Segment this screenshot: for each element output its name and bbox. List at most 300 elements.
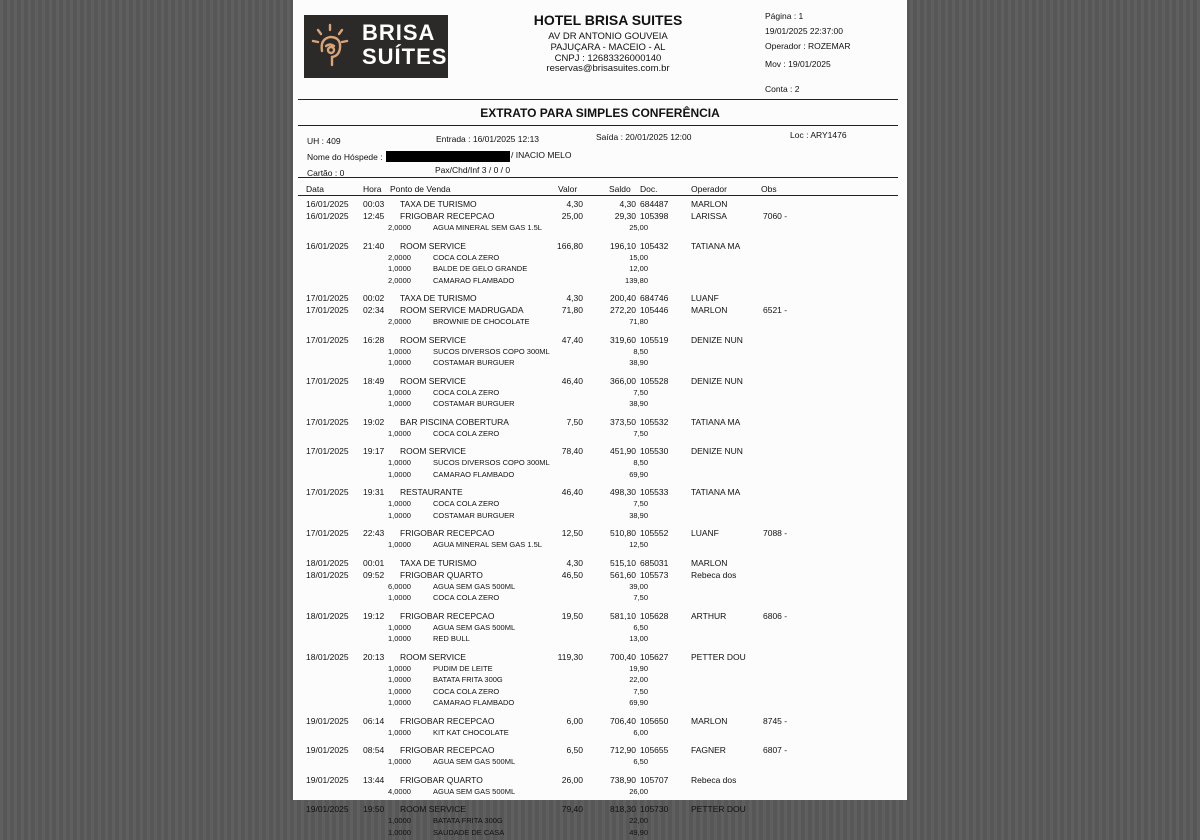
item-valor: 71,80 [629,317,648,326]
entry-date: 17/01/2025 [306,446,349,456]
hotel-logo [304,15,448,78]
entry-date: 16/01/2025 [306,199,349,209]
table-subrow [293,675,907,687]
entry-doc: 684487 [640,199,669,209]
entry-hora: 00:03 [363,199,385,209]
entry-valor: 6,00 [566,715,583,726]
entry-operador: DENIZE NUN [691,375,743,386]
item-qty: 1,0000 [388,428,411,438]
table-subrow [293,276,907,288]
item-desc: COCA COLA ZERO [433,428,500,438]
item-desc: SUCOS DIVERSOS COPO 300ML [433,458,550,467]
item-valor: 69,90 [629,469,648,479]
card: Cartão : 0 [307,168,345,178]
table-subrow [293,458,907,470]
item-qty: 6,0000 [388,581,411,591]
item-qty: 2,0000 [388,252,411,262]
entry-ponto-venda: FRIGOBAR RECEPCAO [400,715,495,726]
table-row [293,804,907,816]
item-qty: 1,0000 [388,622,411,632]
entry-hora: 00:02 [363,293,385,303]
entry-doc: 105552 [640,528,669,538]
entry-saldo: 200,40 [610,293,636,303]
item-desc: COCA COLA ZERO [433,499,500,508]
table-subrow [293,582,907,594]
table-row [293,528,907,540]
entry-saldo: 818,30 [610,804,636,814]
entry-obs: 7088 - [763,528,788,538]
entry-hora: 21:40 [363,240,385,251]
hotel-city: PAJUÇARA - MACEIO - AL [550,42,666,53]
entry-doc: 105446 [640,305,669,315]
entry-hora: 19:12 [363,610,385,621]
item-desc: SAUDADE DE CASA [433,827,505,837]
entry-doc: 105519 [640,334,669,345]
item-valor: 12,00 [629,264,648,273]
table-subrow [293,687,907,699]
item-qty: 1,0000 [388,499,411,508]
entry-doc: 105650 [640,715,669,726]
table-subrow [293,511,907,523]
entry-hora: 06:14 [363,715,385,726]
entry-doc: 105532 [640,416,669,427]
entry-date: 18/01/2025 [306,651,349,662]
item-desc: AGUA SEM GAS 500ML [433,786,516,796]
col-doc: Doc. [640,184,658,194]
entry-hora: 09:52 [363,569,385,580]
item-desc: COCA COLA ZERO [433,593,500,602]
table-row [293,716,907,728]
entry-doc: 685031 [640,557,669,568]
check-in: Entrada : 16/01/2025 12:13 [436,134,540,144]
entry-date: 18/01/2025 [306,610,349,621]
divider [298,195,898,196]
entry-operador: MARLON [691,715,728,726]
table-subrow [293,388,907,400]
table-subrow [293,347,907,359]
operator: Operador : ROZEMAR [765,41,851,51]
entry-valor: 166,80 [557,240,583,251]
item-valor: 39,00 [629,581,648,591]
entry-doc: 105627 [640,651,669,662]
page-number: Página : 1 [765,11,804,21]
entry-date: 19/01/2025 [306,774,349,785]
col-hora: Hora [363,184,382,194]
table-subrow [293,757,907,769]
entry-hora: 12:45 [363,211,385,221]
account-number: Conta : 2 [765,84,800,94]
table-subrow [293,317,907,329]
table-subrow [293,698,907,710]
entry-doc: 105628 [640,610,669,621]
table-subrow [293,429,907,441]
table-subrow [293,634,907,646]
col-ponto-venda: Ponto de Venda [390,184,451,194]
item-qty: 1,0000 [388,540,411,549]
hotel-cnpj: CNPJ : 12683326000140 [554,53,662,64]
entry-valor: 4,30 [566,199,583,209]
item-qty: 1,0000 [388,358,411,367]
entry-hora: 13:44 [363,774,385,785]
logo-text [362,21,447,69]
entry-valor: 12,50 [561,528,583,538]
table-subrow [293,593,907,605]
item-valor: 12,50 [629,540,648,549]
entry-saldo: 366,00 [610,375,636,386]
item-qty: 2,0000 [388,317,411,326]
entry-hora: 22:43 [363,528,385,538]
item-valor: 38,90 [629,510,648,520]
item-valor: 26,00 [629,786,648,796]
item-qty: 1,0000 [388,698,411,707]
mov-date: Mov : 19/01/2025 [765,59,831,69]
item-desc: BATATA FRITA 300G [433,816,503,825]
entry-doc: 684746 [640,293,669,303]
item-valor: 6,00 [633,727,648,737]
col-obs: Obs [761,184,777,194]
item-valor: 13,00 [629,634,648,643]
item-qty: 1,0000 [388,634,411,643]
item-desc: COSTAMAR BURGUER [433,358,515,367]
item-desc: CAMARAO FLAMBADO [433,469,515,479]
entry-saldo: 700,40 [610,651,636,662]
item-valor: 6,50 [633,622,648,632]
entry-saldo: 738,90 [610,774,636,785]
entry-saldo: 498,30 [610,487,636,497]
item-desc: BALDE DE GELO GRANDE [433,264,528,273]
entry-valor: 26,00 [561,774,583,785]
item-qty: 1,0000 [388,399,411,408]
item-qty: 1,0000 [388,686,411,696]
entry-ponto-venda: FRIGOBAR RECEPCAO [400,610,495,621]
entry-saldo: 272,20 [610,305,636,315]
item-qty: 1,0000 [388,663,411,673]
item-qty: 1,0000 [388,727,411,737]
divider [298,125,898,126]
table-row [293,211,907,223]
entry-hora: 19:02 [363,416,385,427]
entry-saldo: 515,10 [610,557,636,568]
item-valor: 25,00 [629,223,648,232]
item-desc: CAMARAO FLAMBADO [433,275,515,285]
item-desc: AGUA MINERAL SEM GAS 1.5L [433,540,542,549]
entry-ponto-venda: FRIGOBAR RECEPCAO [400,528,495,538]
room-number: UH : 409 [307,136,341,146]
entry-operador: ARTHUR [691,610,727,621]
entry-date: 16/01/2025 [306,211,349,221]
entry-saldo: 581,10 [610,610,636,621]
table-subrow [293,470,907,482]
entry-hora: 19:31 [363,487,385,497]
hotel-name: HOTEL BRISA SUITES [533,12,683,28]
item-desc: COSTAMAR BURGUER [433,399,515,408]
entry-operador: PETTER DOU [691,651,746,662]
item-desc: BATATA FRITA 300G [433,675,503,684]
table-row [293,745,907,757]
item-qty: 1,0000 [388,675,411,684]
entry-ponto-venda: TAXA DE TURISMO [400,293,477,303]
entry-hora: 19:50 [363,804,385,814]
entry-valor: 25,00 [561,211,583,221]
entry-date: 17/01/2025 [306,293,349,303]
entry-obs: 8745 - [763,715,788,726]
entry-date: 16/01/2025 [306,240,349,251]
entry-operador: TATIANA MA [691,240,741,251]
item-qty: 2,0000 [388,223,411,232]
item-qty: 1,0000 [388,469,411,479]
item-qty: 1,0000 [388,264,411,273]
table-row [293,558,907,570]
item-valor: 139,80 [625,275,648,285]
entry-valor: 46,40 [561,487,583,497]
entry-doc: 105573 [640,569,669,580]
entry-hora: 08:54 [363,745,385,755]
entry-date: 17/01/2025 [306,528,349,538]
guest-name: / INACIO MELO [511,150,572,160]
table-row [293,335,907,347]
table-row [293,305,907,317]
col-operador: Operador [691,184,727,194]
table-row [293,570,907,582]
entry-doc: 105530 [640,446,669,456]
entry-saldo: 451,90 [610,446,636,456]
entry-valor: 7,50 [566,416,583,427]
table-subrow [293,787,907,799]
table-subrow [293,253,907,265]
table-row [293,775,907,787]
entry-valor: 47,40 [561,334,583,345]
entry-date: 17/01/2025 [306,487,349,497]
entry-hora: 19:17 [363,446,385,456]
col-data: Data [306,184,324,194]
entry-date: 18/01/2025 [306,569,349,580]
col-valor: Valor [558,184,578,194]
hotel-email: reservas@brisasuites.com.br [546,63,670,74]
entry-ponto-venda: ROOM SERVICE [400,334,466,345]
item-qty: 1,0000 [388,346,411,356]
table-row [293,417,907,429]
item-qty: 4,0000 [388,786,411,796]
entry-operador: TATIANA MA [691,487,741,497]
entry-operador: MARLON [691,199,728,209]
item-desc: COSTAMAR BURGUER [433,510,515,520]
item-valor: 7,50 [633,428,648,438]
entry-operador: TATIANA MA [691,416,741,427]
item-qty: 1,0000 [388,816,411,825]
table-row [293,446,907,458]
entry-ponto-venda: ROOM SERVICE [400,446,466,456]
entry-valor: 79,40 [561,804,583,814]
entry-ponto-venda: TAXA DE TURISMO [400,199,477,209]
entry-ponto-venda: ROOM SERVICE MADRUGADA [400,305,524,315]
item-valor: 7,50 [633,686,648,696]
entry-valor: 46,50 [561,569,583,580]
entry-hora: 18:49 [363,375,385,386]
item-qty: 1,0000 [388,458,411,467]
logo-line-2: SUÍTES [362,44,448,69]
entry-date: 17/01/2025 [306,375,349,386]
print-datetime: 19/01/2025 22:37:00 [765,26,843,36]
table-row [293,199,907,211]
table-subrow [293,223,907,235]
entry-date: 17/01/2025 [306,334,349,345]
item-valor: 15,00 [629,252,648,262]
sun-face-icon [310,21,358,71]
item-valor: 19,90 [629,663,648,673]
guest-name-label: Nome do Hóspede : [307,152,383,162]
col-saldo: Saldo [609,184,631,194]
entry-date: 17/01/2025 [306,416,349,427]
item-qty: 1,0000 [388,510,411,520]
item-qty: 1,0000 [388,593,411,602]
entry-date: 17/01/2025 [306,305,349,315]
entry-operador: FAGNER [691,745,726,755]
entry-saldo: 29,30 [614,211,636,221]
entry-operador: DENIZE NUN [691,334,743,345]
item-valor: 8,50 [633,458,648,467]
document-title: EXTRATO PARA SIMPLES CONFERÊNCIA [480,106,720,120]
table-row [293,652,907,664]
entry-ponto-venda: BAR PISCINA COBERTURA [400,416,509,427]
entry-date: 19/01/2025 [306,745,349,755]
entry-operador: LARISSA [691,211,727,221]
entry-operador: DENIZE NUN [691,446,743,456]
entry-hora: 00:01 [363,557,385,568]
entry-operador: LUANF [691,293,719,303]
entry-obs: 7060 - [763,211,788,221]
entry-ponto-venda: ROOM SERVICE [400,240,466,251]
entry-saldo: 196,10 [610,240,636,251]
table-subrow [293,728,907,740]
entry-doc: 105398 [640,211,669,221]
item-valor: 49,90 [629,827,648,837]
entry-doc: 105707 [640,774,669,785]
item-qty: 2,0000 [388,275,411,285]
entry-saldo: 373,50 [610,416,636,427]
item-desc: AGUA SEM GAS 500ML [433,757,516,766]
item-desc: COCA COLA ZERO [433,387,500,397]
divider [298,99,898,100]
item-valor: 7,50 [633,593,648,602]
entry-date: 19/01/2025 [306,804,349,814]
table-subrow [293,623,907,635]
item-desc: CAMARAO FLAMBADO [433,698,515,707]
entry-ponto-venda: ROOM SERVICE [400,651,466,662]
entry-hora: 20:13 [363,651,385,662]
entry-valor: 19,50 [561,610,583,621]
table-subrow [293,399,907,411]
item-valor: 8,50 [633,346,648,356]
entry-ponto-venda: FRIGOBAR RECEPCAO [400,745,495,755]
entry-saldo: 561,60 [610,569,636,580]
entry-valor: 78,40 [561,446,583,456]
item-valor: 69,90 [629,698,648,707]
entry-valor: 46,40 [561,375,583,386]
entry-doc: 105655 [640,745,669,755]
entry-operador: LUANF [691,528,719,538]
entry-doc: 105432 [640,240,669,251]
entry-ponto-venda: TAXA DE TURISMO [400,557,477,568]
entry-doc: 105533 [640,487,669,497]
entry-operador: MARLON [691,557,728,568]
item-valor: 7,50 [633,499,648,508]
entry-operador: PETTER DOU [691,804,746,814]
entry-saldo: 706,40 [610,715,636,726]
entry-valor: 6,50 [566,745,583,755]
entry-ponto-venda: FRIGOBAR RECEPCAO [400,211,495,221]
divider [298,177,898,178]
item-qty: 1,0000 [388,387,411,397]
item-valor: 6,50 [633,757,648,766]
table-row [293,611,907,623]
entry-valor: 71,80 [561,305,583,315]
entry-obs: 6521 - [763,305,788,315]
entry-doc: 105528 [640,375,669,386]
item-desc: COCA COLA ZERO [433,252,500,262]
item-valor: 38,90 [629,358,648,367]
entry-saldo: 4,30 [619,199,636,209]
entry-saldo: 510,80 [610,528,636,538]
entry-date: 18/01/2025 [306,557,349,568]
entry-date: 19/01/2025 [306,715,349,726]
table-subrow [293,264,907,276]
item-desc: AGUA SEM GAS 500ML [433,622,516,632]
logo-line-1: BRISA [362,20,436,45]
table-subrow [293,828,907,840]
entry-ponto-venda: ROOM SERVICE [400,375,466,386]
entry-hora: 02:34 [363,305,385,315]
item-valor: 22,00 [629,816,648,825]
check-out: Saída : 20/01/2025 12:00 [596,132,692,142]
table-subrow [293,664,907,676]
entry-operador: Rebeca dos [691,569,737,580]
item-valor: 7,50 [633,387,648,397]
receipt-paper [293,0,907,837]
table-subrow [293,540,907,552]
table-subrow [293,816,907,828]
table-row [293,487,907,499]
entry-obs: 6806 - [763,610,788,621]
entry-saldo: 319,60 [610,334,636,345]
item-desc: RED BULL [433,634,470,643]
hotel-address: AV DR ANTONIO GOUVEIA [548,31,668,42]
redacted-name [386,151,510,162]
entry-ponto-venda: ROOM SERVICE [400,804,466,814]
entry-hora: 16:28 [363,334,385,345]
item-desc: COCA COLA ZERO [433,686,500,696]
table-row [293,293,907,305]
item-qty: 1,0000 [388,757,411,766]
locator: Loc : ARY1476 [790,130,847,140]
item-desc: SUCOS DIVERSOS COPO 300ML [433,346,550,356]
entry-valor: 119,30 [557,651,583,662]
table-row [293,376,907,388]
entry-saldo: 712,90 [610,745,636,755]
item-desc: KIT KAT CHOCOLATE [433,727,509,737]
item-desc: AGUA MINERAL SEM GAS 1.5L [433,223,542,232]
item-qty: 1,0000 [388,827,411,837]
table-subrow [293,358,907,370]
entry-ponto-venda: RESTAURANTE [400,487,463,497]
item-desc: BROWNIE DE CHOCOLATE [433,317,530,326]
item-valor: 22,00 [629,675,648,684]
entry-obs: 6807 - [763,745,788,755]
item-desc: PUDIM DE LEITE [433,663,493,673]
table-subrow [293,499,907,511]
entry-valor: 4,30 [566,557,583,568]
entry-operador: Rebeca dos [691,774,737,785]
entry-ponto-venda: FRIGOBAR QUARTO [400,569,483,580]
